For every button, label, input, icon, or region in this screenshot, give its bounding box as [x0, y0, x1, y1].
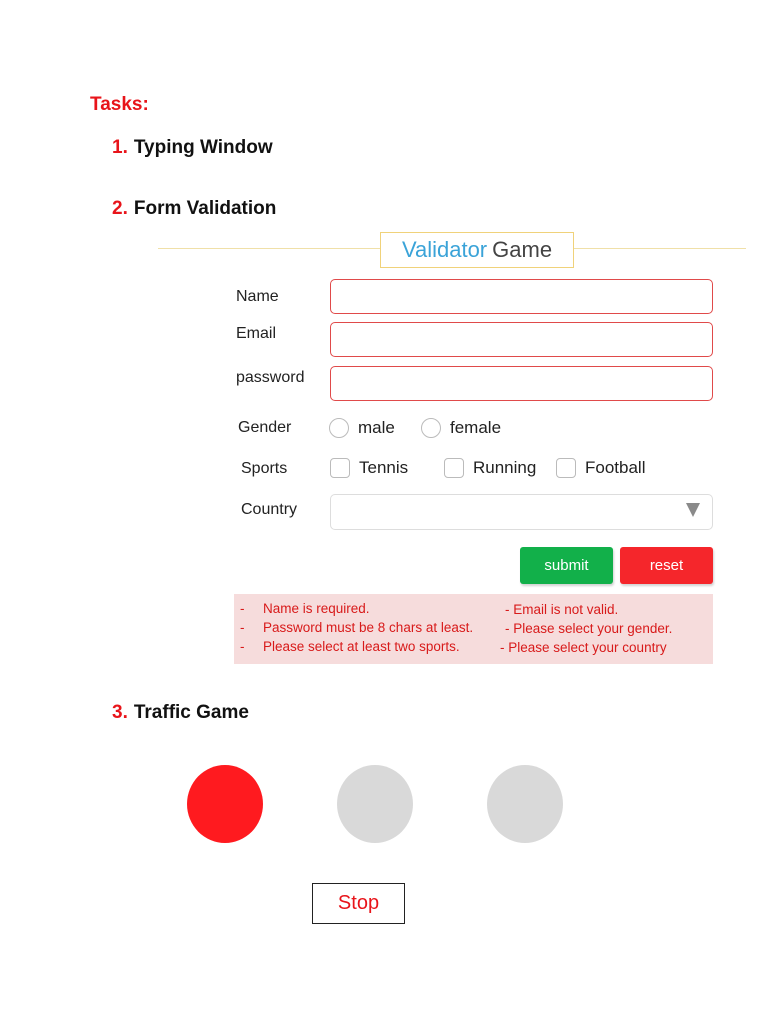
checkbox[interactable] [444, 458, 464, 478]
title-divider-right [574, 248, 746, 249]
option-label: Tennis [359, 458, 409, 477]
task-number: 1. [112, 137, 128, 158]
reset-button[interactable]: reset [620, 547, 713, 584]
option-label: male [358, 418, 395, 437]
gender-option-male[interactable] [329, 418, 395, 438]
sport-option-tennis[interactable] [330, 458, 408, 478]
task-number: 3. [112, 702, 128, 723]
option-label: Running [473, 458, 537, 477]
email-label: Email [236, 325, 277, 342]
traffic-light-red [187, 765, 263, 843]
task-form-validation [112, 198, 276, 220]
task-typing-window [112, 137, 273, 159]
radio-button[interactable] [421, 418, 441, 438]
task-label: Form Validation [133, 198, 277, 219]
sport-option-football[interactable] [556, 458, 645, 478]
email-input[interactable] [330, 322, 713, 357]
error-message: Please select at least two sports. [263, 639, 460, 654]
error-message: - Email is not valid. [505, 602, 619, 617]
error-message: - Please select your gender. [505, 621, 673, 636]
error-bullet: - [240, 639, 245, 654]
validation-errors [234, 594, 713, 664]
checkbox[interactable] [556, 458, 576, 478]
error-bullet: - [240, 620, 245, 635]
sport-option-running[interactable] [444, 458, 536, 478]
title-rest: Game [492, 237, 553, 262]
option-label: female [450, 418, 502, 437]
error-message: - Please select your country [500, 640, 667, 655]
name-label: Name [236, 288, 279, 305]
task-label: Traffic Game [133, 702, 249, 723]
stop-button[interactable]: Stop [312, 883, 405, 924]
traffic-light-green [487, 765, 563, 843]
traffic-light-yellow [337, 765, 413, 843]
title-accent: Validator [401, 237, 488, 262]
task-label: Typing Window [133, 137, 273, 158]
checkbox[interactable] [330, 458, 350, 478]
tasks-heading: Tasks: [90, 94, 149, 115]
title-divider-left [158, 248, 380, 249]
option-label: Football [585, 458, 646, 477]
submit-button[interactable]: submit [520, 547, 613, 584]
radio-button[interactable] [329, 418, 349, 438]
task-number: 2. [112, 198, 128, 219]
error-bullet: - [240, 601, 245, 616]
error-message: Name is required. [263, 601, 370, 616]
gender-option-female[interactable] [421, 418, 501, 438]
gender-label: Gender [238, 419, 292, 436]
password-input[interactable] [330, 366, 713, 401]
name-input[interactable] [330, 279, 713, 314]
validator-game-title [380, 232, 574, 268]
task-traffic-game [112, 702, 249, 724]
password-label: password [236, 369, 305, 386]
dropdown-arrow-icon[interactable] [686, 503, 700, 517]
sports-label: Sports [241, 460, 288, 477]
error-message: Password must be 8 chars at least. [263, 620, 474, 635]
country-select[interactable] [330, 494, 713, 530]
country-label: Country [241, 501, 298, 518]
